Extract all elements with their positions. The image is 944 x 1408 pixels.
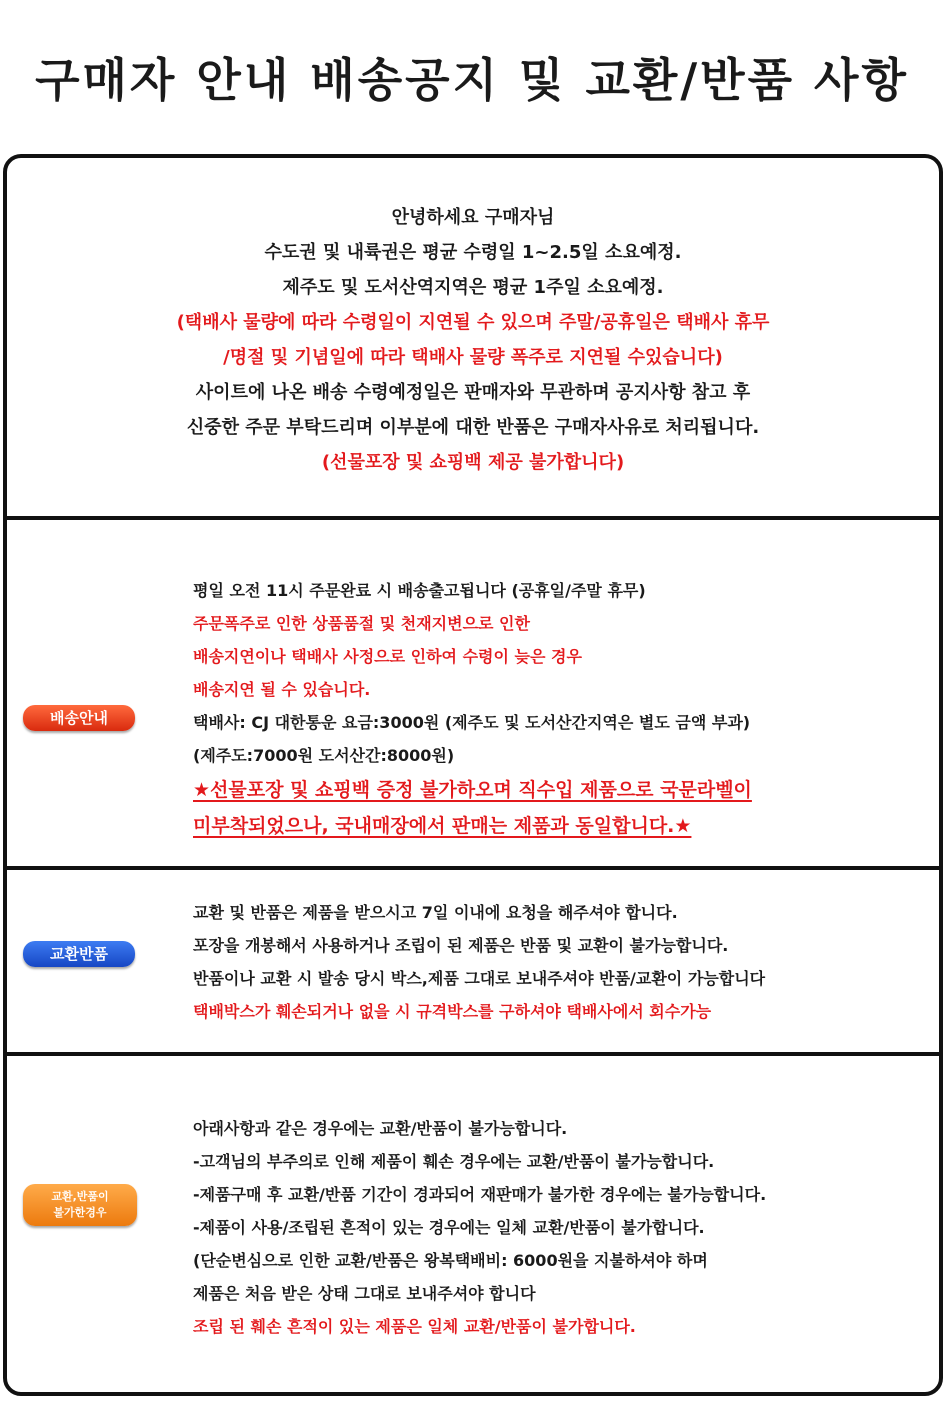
intro-line-delay-1: (택배사 물량에 따라 수령일이 지연될 수 있으며 주말/공휴일은 택배사 휴무 <box>176 312 770 333</box>
exchange-line: 포장을 개봉해서 사용하거나 조립이 된 제품은 반품 및 교환이 불가능합니다. <box>193 936 729 955</box>
impossible-line: -제품이 사용/조립된 흔적이 있는 경우에는 일체 교환/반품이 불가합니다. <box>193 1218 705 1237</box>
impossible-line: 아래사항과 같은 경우에는 교환/반품이 불가능합니다. <box>193 1119 568 1138</box>
exchange-section <box>7 874 939 1056</box>
impossible-text <box>193 1112 923 1343</box>
impossible-line: (단순변심으로 인한 교환/반품은 왕복택배비: 6000원을 지불하셔야 하며 <box>193 1251 708 1270</box>
delivery-line: 배송지연 될 수 있습니다. <box>193 680 371 699</box>
intro-line-site-notice: 사이트에 나온 배송 수령예정일은 판매자와 무관하며 공지사항 참고 후 <box>195 382 751 403</box>
delivery-section <box>7 524 939 870</box>
impossible-line: -고객님의 부주의로 인해 제품이 훼손 경우에는 교환/반품이 불가능합니다. <box>193 1152 715 1171</box>
impossible-line: -제품구매 후 교환/반품 기간이 경과되어 재판매가 불가한 경우에는 불가능합니다. <box>193 1185 767 1204</box>
intro-text <box>7 200 939 480</box>
intro-greeting: 안녕하세요 구매자님 <box>391 207 555 228</box>
exchange-line: 반품이나 교환 시 발송 당시 박스,제품 그대로 보내주셔야 반품/교환이 가능합니다 <box>193 969 766 988</box>
exchange-line: 택배박스가 훼손되거나 없을 시 규격박스를 구하셔야 택배사에서 회수가능 <box>193 1002 712 1021</box>
notice-frame <box>3 154 943 1396</box>
exchange-line: 교환 및 반품은 제품을 받으시고 7일 이내에 요청을 해주셔야 합니다. <box>193 903 678 922</box>
delivery-line: 주문폭주로 인한 상품품절 및 천재지변으로 인한 <box>193 614 530 633</box>
intro-line-jeju: 제주도 및 도서산역지역은 평균 1주일 소요예정. <box>282 277 664 298</box>
delivery-line: 평일 오전 11시 주문완료 시 배송출고됩니다 (공휴일/주말 휴무) <box>193 581 646 600</box>
delivery-badge: 배송안내 <box>23 705 135 731</box>
intro-section <box>7 158 939 520</box>
intro-line-careful-order: 신중한 주문 부탁드리며 이부분에 대한 반품은 구매자사유로 처리됩니다. <box>186 417 760 438</box>
delivery-line: (제주도:7000원 도서산간:8000원) <box>193 746 455 765</box>
impossible-line: 제품은 처음 받은 상태 그대로 보내주셔야 합니다 <box>193 1284 536 1303</box>
intro-line-metro: 수도권 및 내륙권은 평균 수령일 1~2.5일 소요예정. <box>264 242 682 263</box>
delivery-text <box>193 574 923 844</box>
impossible-badge-line: 교환,반품이 <box>51 1190 109 1203</box>
impossible-badge-line: 불가한경우 <box>53 1206 107 1219</box>
delivery-line: 배송지연이나 택배사 사정으로 인하여 수령이 늦은 경우 <box>193 647 582 666</box>
intro-line-delay-2: /명절 및 기념일에 따라 택배사 물량 폭주로 지연될 수있습니다) <box>223 347 723 368</box>
impossible-line: 조립 된 훼손 흔적이 있는 제품은 일체 교환/반품이 불가합니다. <box>193 1317 636 1336</box>
impossible-section <box>7 1060 939 1392</box>
exchange-badge: 교환반품 <box>23 941 135 967</box>
delivery-notice-star: 미부착되었으나, 국내매장에서 판매는 제품과 동일합니다.★ <box>193 815 692 837</box>
impossible-badge <box>23 1184 137 1226</box>
page-title: 구매자 안내 배송공지 및 교환/반품 사항 <box>35 53 909 107</box>
intro-line-no-gift-wrap: (선물포장 및 쇼핑백 제공 불가합니다) <box>321 452 625 473</box>
delivery-line: 택배사: CJ 대한통운 요금:3000원 (제주도 및 도서산간지역은 별도 금액 부과) <box>193 713 751 732</box>
exchange-text <box>193 896 923 1028</box>
delivery-notice-star: ★선물포장 및 쇼핑백 증정 불가하오며 직수입 제품으로 국문라벨이 <box>193 779 752 801</box>
